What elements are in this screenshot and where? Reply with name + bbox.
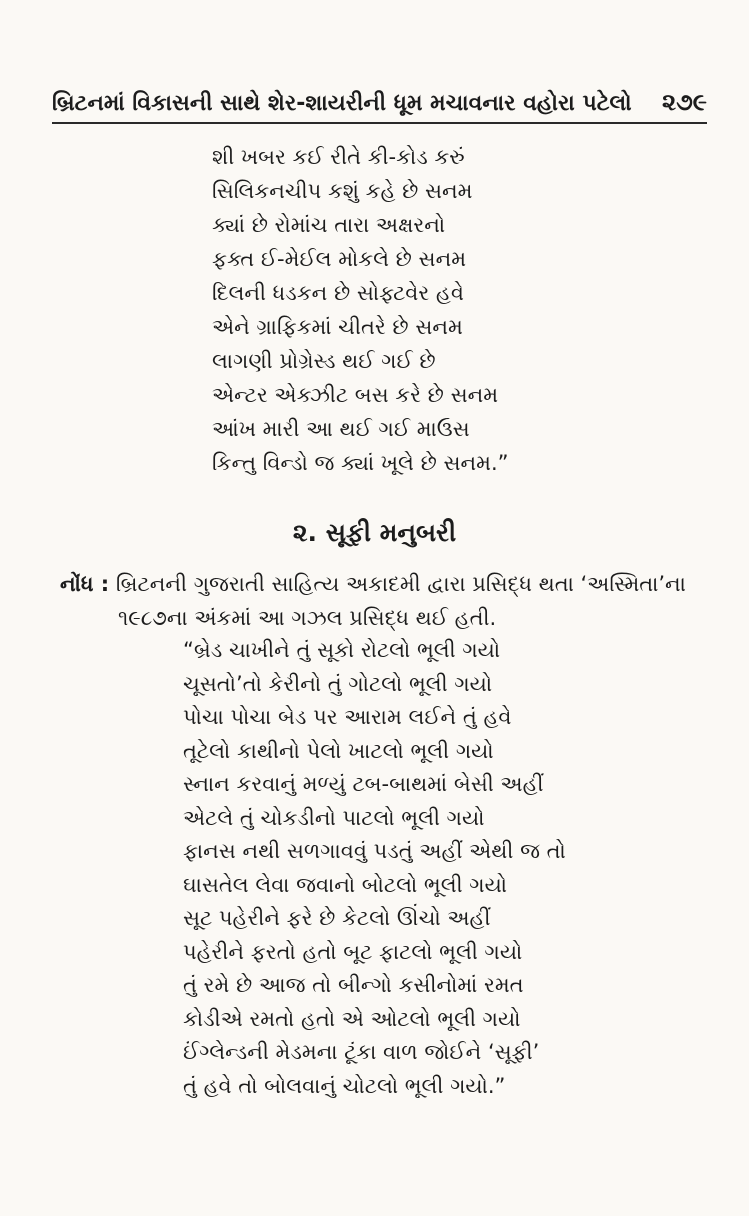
poem-bottom: [183, 634, 603, 1103]
poem-line: એન્ટર એક્ઝીટ બસ કરે છે સનમ: [212, 383, 499, 407]
note-text-1: બ્રિટનની ગુજરાતી સાહિત્ય અકાદમી દ્વારા પ્રસિદ્ધ થતા ‘અસ્મિતા’ના: [115, 572, 686, 596]
note-first-line: [60, 567, 719, 601]
running-header: [52, 82, 707, 124]
poem-line: ફાનસ નથી સળગાવવું પડતું અહીં એથી જ તો: [183, 839, 566, 863]
note-block: [60, 567, 719, 635]
poem-line: તૂટેલો કાથીનો પેલો ખાટલો ભૂલી ગયો: [183, 738, 494, 763]
poem-line: પોચા પોચા બેડ પર આરામ લઈને તું હવે: [183, 705, 512, 729]
poem-line: તું હવે તો બોલવાનું ચોટલો ભૂલી ગયો.”: [183, 1073, 506, 1098]
poem-line: ક્યાં છે રોમાંચ તારા અક્ષરનો: [212, 213, 446, 237]
poem-line: આંખ મારી આ થઈ ગઈ માઉસ: [212, 417, 470, 441]
note-text-2: ૧૯૮૭ના અંકમાં આ ગઝલ પ્રસિદ્ધ થઈ હતી.: [118, 606, 497, 630]
poem-line: ઘાસતેલ લેવા જવાનો બોટલો ભૂલી ગયો: [183, 872, 508, 897]
poem-line: સ્નાન કરવાનું મળ્યું ટબ-બાથમાં બેસી અહીં: [183, 772, 544, 796]
section-heading: ૨. સૂફી મનુબરી: [292, 518, 457, 547]
poem-line: ઈંગ્લેન્ડની મેડમના ટૂંકા વાળ જોઈને ‘સૂફી’: [183, 1040, 540, 1064]
poem-line: શી ખબર કઈ રીતે કી-કોડ કરું: [212, 145, 465, 169]
page-number: ૨૭૯: [662, 88, 707, 116]
poem-line: પહેરીને ફરતો હતો બૂટ ફાટલો ભૂલી ગયો: [183, 939, 523, 964]
poem-line: એને ગ્રાફિકમાં ચીતરે છે સનમ: [212, 315, 463, 339]
poem-line: કિન્તુ વિન્ડો જ ક્યાં ખૂલે છે સનમ.”: [212, 451, 509, 475]
poem-line: તું રમે છે આજ તો બીન્ગો કસીનોમાં રમત: [183, 973, 524, 997]
poem-line: ચૂસતો’તો કેરીનો તું ગોટલો ભૂલી ગયો: [183, 671, 493, 696]
poem-line: ફક્ત ઈ-મેઈલ મોકલે છે સનમ: [212, 247, 467, 271]
running-title: બ્રિટનમાં વિકાસની સાથે શેર-શાયરીની ધૂમ મચાવનાર વહોરા પટેલો: [52, 91, 632, 116]
poem-line: “બ્રેડ ચાખીને તું સૂકો રોટલો ભૂલી ગયો: [183, 638, 501, 662]
poem-top: [212, 140, 542, 480]
note-label: નોંધ :: [60, 572, 110, 596]
poem-line: સૂટ પહેરીને ફરે છે કેટલો ઊંચો અહીં: [183, 906, 491, 930]
poem-line: એટલે તું ચોકડીનો પાટલો ભૂલી ગયો: [183, 805, 485, 830]
poem-line: લાગણી પ્રોગ્રેસ્ડ થઈ ગઈ છે: [212, 349, 436, 373]
poem-line: કોડીએ રમતો હતો એ ઓટલો ભૂલી ગયો: [183, 1006, 521, 1031]
poem-line: સિલિકનચીપ કશું કહે છે સનમ: [212, 179, 473, 203]
poem-line: દિલની ધડકન છે સોફ્ટવેર હવે: [212, 281, 464, 305]
